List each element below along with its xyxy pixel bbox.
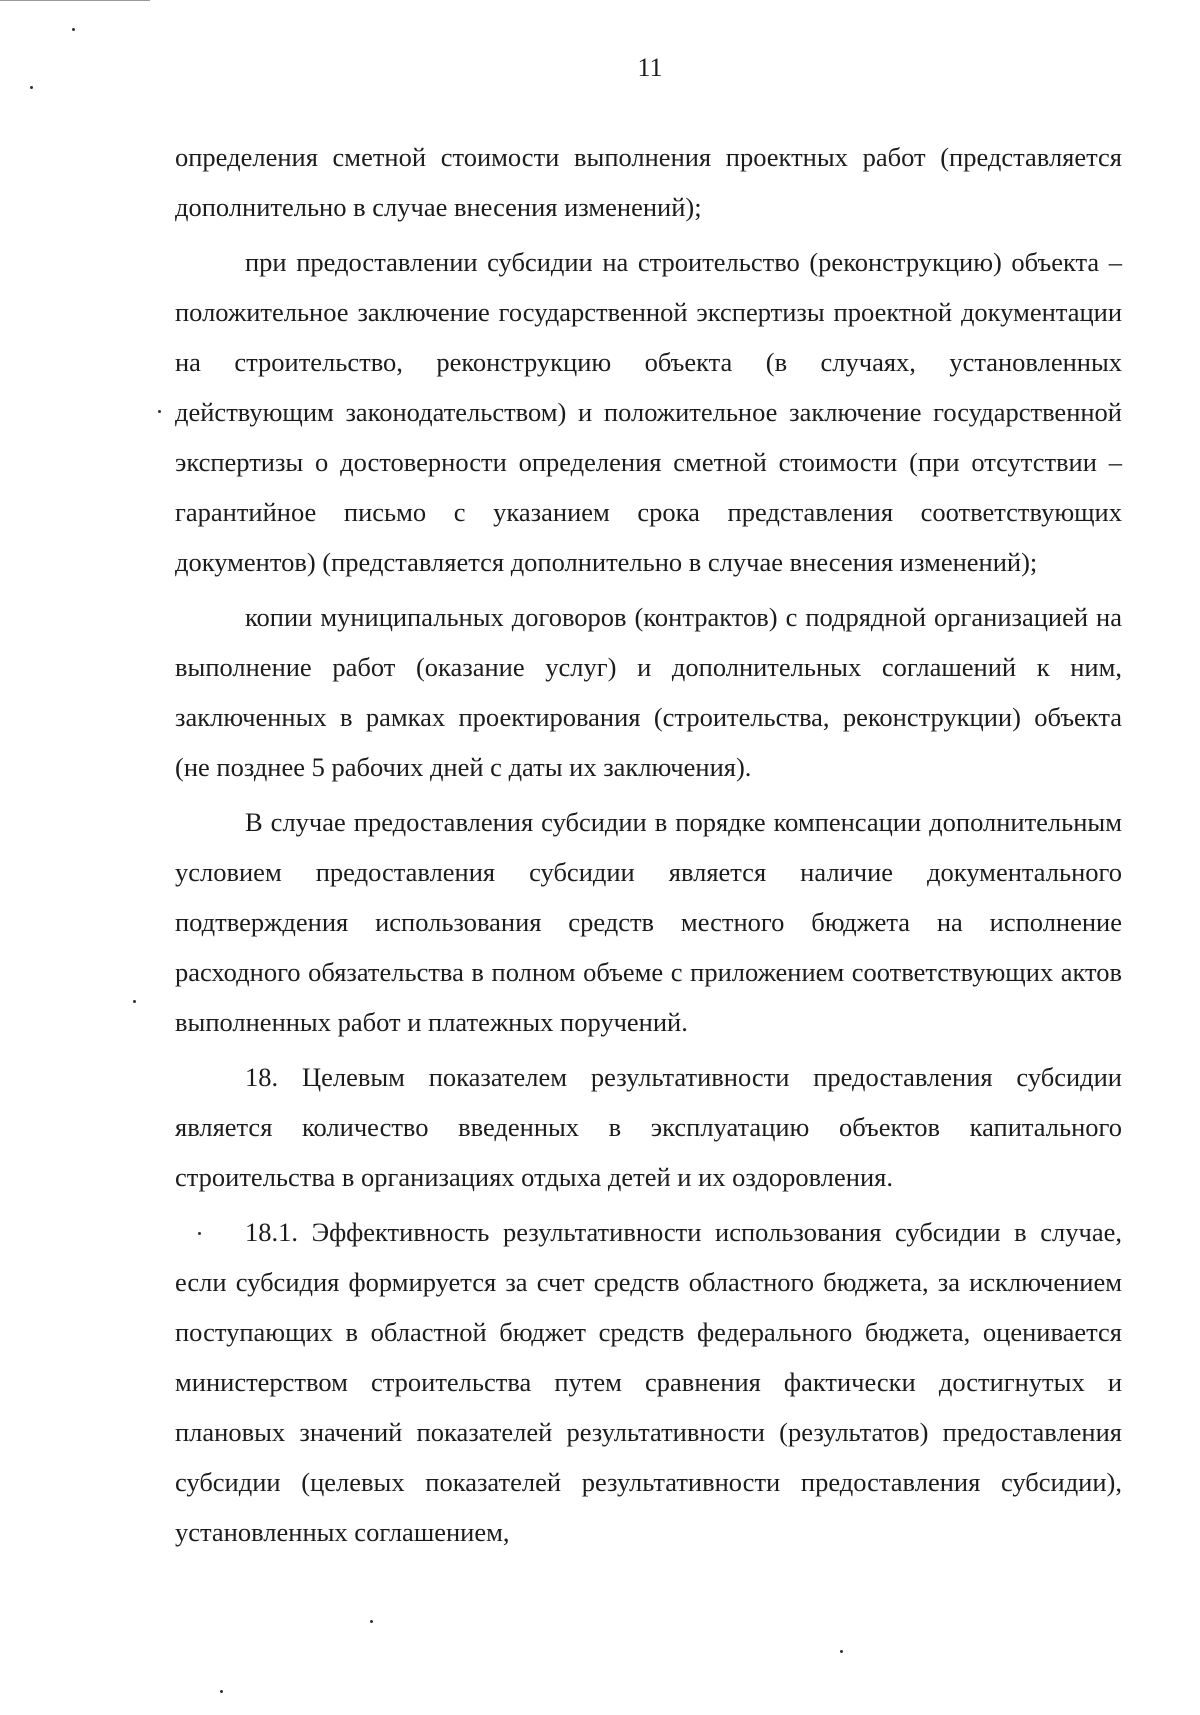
paragraph-compensation-condition: В случае предоставления субсидии в порядке компенсации дополнительным условием предоставления субсидии является наличие документального подтверждения использования средств местного бюджета на исполнение расходного обязательства в полном объеме с приложением соответствующих актов выполненных работ и платежных поручений. [175,807,1122,1037]
scan-speck [133,1000,136,1003]
scan-speck [72,28,75,31]
scan-speck [370,1620,373,1623]
page-number: 11 [637,53,663,82]
scan-speck [158,410,161,413]
scan-edge-line [0,0,150,1]
document-body [175,132,1122,1562]
paragraph-contract-copies: копии муниципальных договоров (контрактов) с подрядной организацией на выполнение работ (оказание услуг) и дополнительных соглашений к ним, заключенных в рамках проектирования (строительства, реконструкции) объекта (не позднее 5 рабочих дней с даты их заключения). [175,602,1122,782]
paragraph-item-18-1: 18.1. Эффективность результативности использования субсидии в случае, если субсидия формируется за счет средств областного бюджета, за исключением поступающих в областной бюджет средств федерального бюджета, оценивается министерством строительства путем сравнения фактически достигнутых и плановых значений показателей результативности (результатов) предоставления субсидии (целевых показателей результативности предоставления субсидии), установленных соглашением, [175,1217,1122,1547]
paragraph-construction-expertise: при предоставлении субсидии на строительство (реконструкцию) объекта – положительное заключение государственной экспертизы проектной документации на строительство, реконструкцию объекта (в случаях, установленных действующим законодательством) и положительное заключение государственной экспертизы о достоверности определения сметной стоимости (при отсутствии – гарантийное письмо с указанием срока представления соответствующих документов) (представляется дополнительно в случае внесения изменений); [175,247,1122,577]
paragraph-item-18: 18. Целевым показателем результативности предоставления субсидии является количество введенных в эксплуатацию объектов капитального строительства в организациях отдыха детей и их оздоровления. [175,1062,1122,1192]
paragraph-project-cost-estimate: определения сметной стоимости выполнения проектных работ (представляется дополнительно в случае внесения изменений); [175,142,1122,222]
scan-speck [220,1690,223,1693]
scan-speck [198,1232,201,1235]
scan-speck [840,1650,843,1653]
scan-speck [30,86,33,89]
